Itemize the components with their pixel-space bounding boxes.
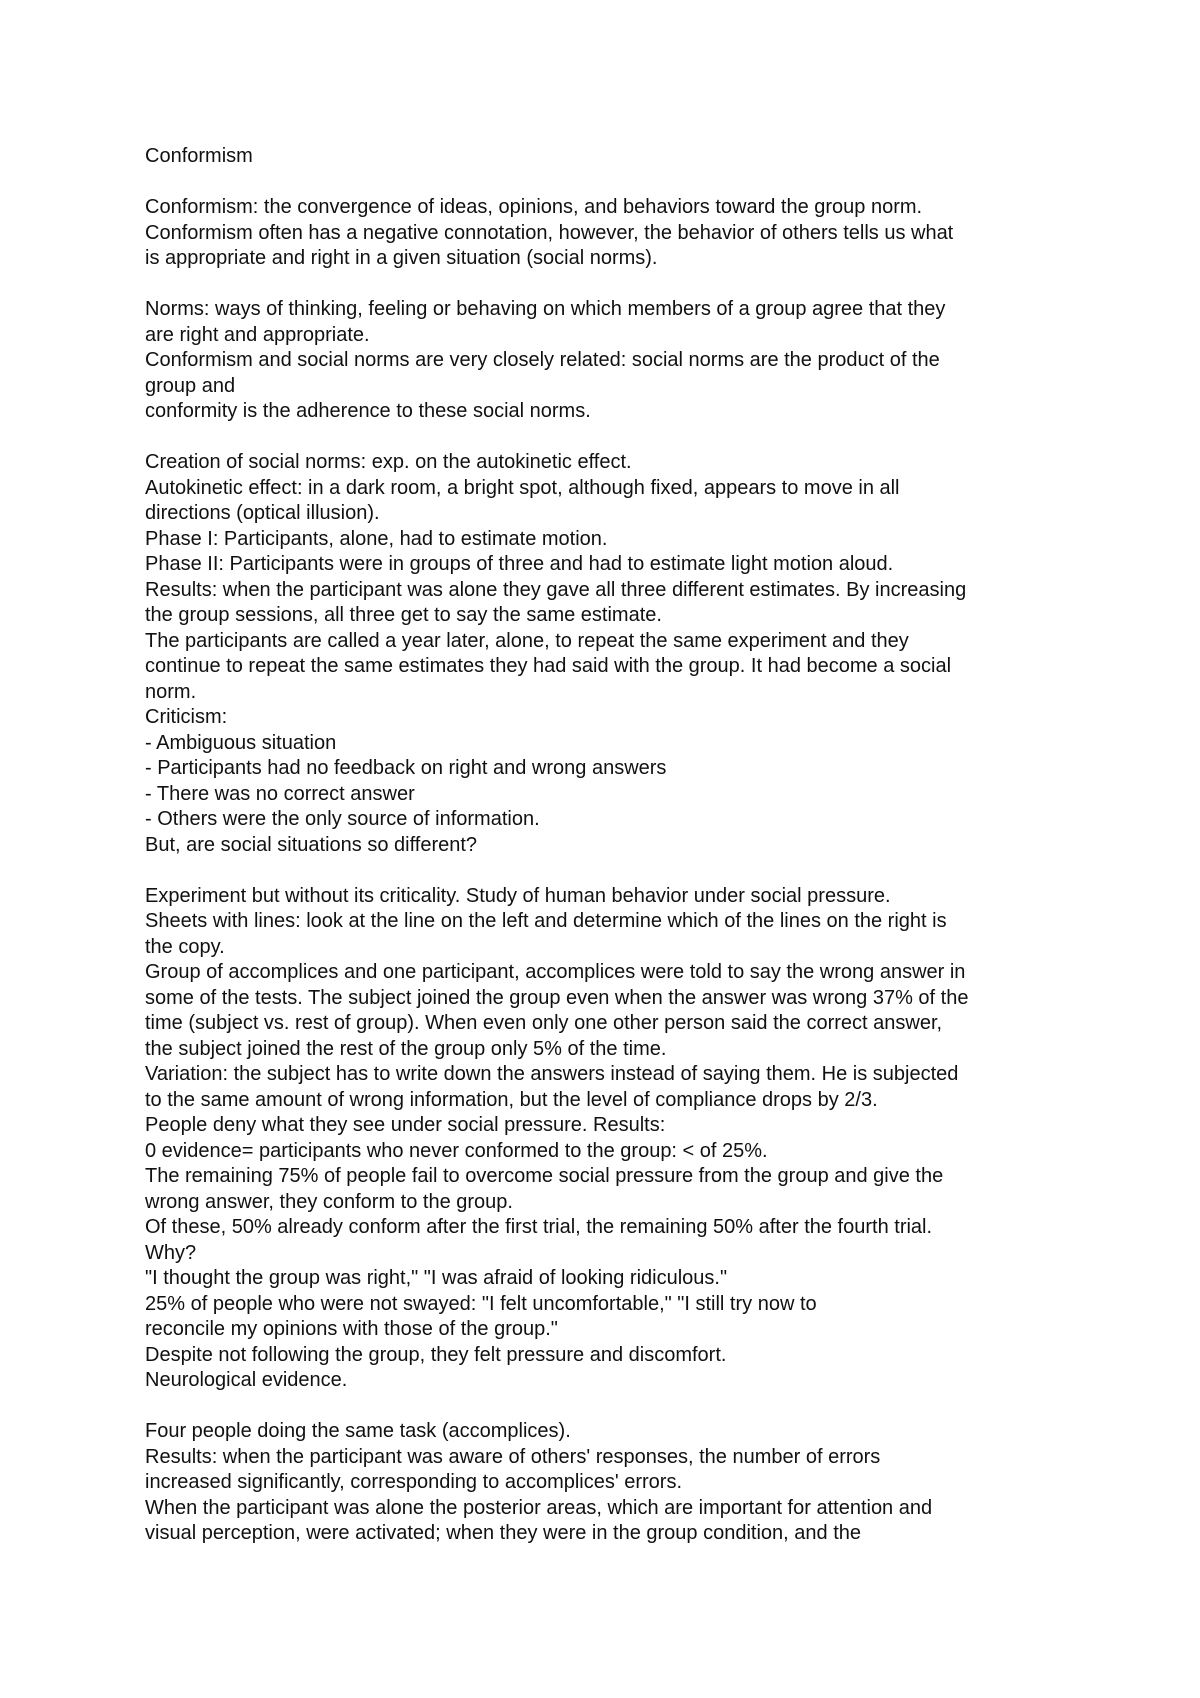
text-line: - There was no correct answer (145, 782, 415, 805)
text-line: Phase II: Participants were in groups of three and had to estimate light motion aloud. (145, 553, 894, 575)
text-line: norm. (145, 680, 197, 703)
paragraph-block (145, 297, 1075, 425)
text-line: Norms: ways of thinking, feeling or behaving on which members of a group agree that they (145, 298, 946, 320)
text-line: People deny what they see under social pressure. Results: (145, 1114, 666, 1136)
text-line: the subject joined the rest of the group only 5% of the time. (145, 1037, 667, 1060)
text-line: Autokinetic effect: in a dark room, a bright spot, although fixed, appears to move in all (145, 476, 900, 499)
document-sections (145, 195, 1075, 1547)
text-line: Why? (145, 1241, 197, 1264)
text-line: Four people doing the same task (accomplices). (145, 1420, 571, 1442)
text-line: Experiment but without its criticality. Study of human behavior under social pressure. (145, 884, 891, 907)
text-line: - Participants had no feedback on right and wrong answers (145, 757, 667, 779)
text-line: Conformism often has a negative connotation, however, the behavior of others tells us what (145, 221, 954, 244)
paragraph-gap (145, 1394, 1075, 1420)
text-line: Phase I: Participants, alone, had to estimate motion. (145, 527, 608, 550)
text-line: 0 evidence= participants who never conformed to the group: < of 25%. (145, 1139, 768, 1162)
text-line: But, are social situations so different? (145, 833, 478, 856)
text-line: Conformism: the convergence of ideas, opinions, and behaviors toward the group norm. (145, 196, 923, 218)
text-line: Results: when the participant was aware of others' responses, the number of errors (145, 1445, 881, 1468)
paragraph-block (145, 450, 1075, 858)
text-line: is appropriate and right in a given situation (social norms). (145, 247, 658, 269)
paragraph-gap (145, 272, 1075, 298)
text-line: 25% of people who were not swayed: "I felt uncomfortable," "I still try now to (145, 1292, 817, 1315)
text-line: group and (145, 374, 236, 397)
paragraph-gap (145, 858, 1075, 884)
paragraph-gap (145, 170, 1075, 196)
text-line: The remaining 75% of people fail to overcome social pressure from the group and give the (145, 1165, 944, 1187)
text-line: Group of accomplices and one participant, accomplices were told to say the wrong answer in (145, 961, 966, 983)
text-line: directions (optical illusion). (145, 502, 380, 524)
text-line: - Ambiguous situation (145, 731, 337, 754)
text-line: Despite not following the group, they felt pressure and discomfort. (145, 1343, 727, 1366)
text-line: time (subject vs. rest of group). When even only one other person said the correct answer, (145, 1012, 943, 1034)
text-line: the group sessions, all three get to say the same estimate. (145, 604, 662, 626)
paragraph-block (145, 1419, 1075, 1547)
paragraph-gap (145, 425, 1075, 451)
text-line: Results: when the participant was alone they gave all three different estimates. By increasing (145, 578, 967, 601)
text-line: Creation of social norms: exp. on the autokinetic effect. (145, 451, 632, 473)
text-line: Variation: the subject has to write down the answers instead of saying them. He is subjected (145, 1063, 959, 1085)
text-line: Of these, 50% already conform after the first trial, the remaining 50% after the fourth trial. (145, 1216, 933, 1238)
text-line: visual perception, were activated; when they were in the group condition, and the (145, 1522, 861, 1544)
text-line: conformity is the adherence to these social norms. (145, 400, 591, 422)
text-line: "I thought the group was right," "I was afraid of looking ridiculous." (145, 1267, 728, 1289)
document-title: Conformism (145, 145, 253, 167)
text-line: reconcile my opinions with those of the group." (145, 1318, 558, 1340)
text-line: Conformism and social norms are very closely related: social norms are the product of the (145, 349, 940, 371)
text-line: wrong answer, they conform to the group. (145, 1190, 513, 1213)
paragraph-block (145, 884, 1075, 1394)
document-body (145, 144, 1075, 1547)
text-line: the copy. (145, 935, 225, 958)
text-line: The participants are called a year later, alone, to repeat the same experiment and they (145, 629, 909, 652)
text-line: to the same amount of wrong information, but the level of compliance drops by 2/3. (145, 1088, 878, 1111)
text-line: - Others were the only source of information. (145, 808, 540, 830)
text-line: continue to repeat the same estimates they had said with the group. It had become a social (145, 655, 952, 677)
paragraph-block (145, 195, 1075, 272)
text-line: are right and appropriate. (145, 323, 370, 346)
text-line: Neurological evidence. (145, 1369, 348, 1391)
text-line: Criticism: (145, 706, 228, 728)
text-line: some of the tests. The subject joined the group even when the answer was wrong 37% of the (145, 986, 969, 1009)
text-line: increased significantly, corresponding to accomplices' errors. (145, 1471, 683, 1493)
text-line: Sheets with lines: look at the line on the left and determine which of the lines on the right is (145, 910, 947, 932)
text-line: When the participant was alone the posterior areas, which are important for attention and (145, 1496, 933, 1519)
